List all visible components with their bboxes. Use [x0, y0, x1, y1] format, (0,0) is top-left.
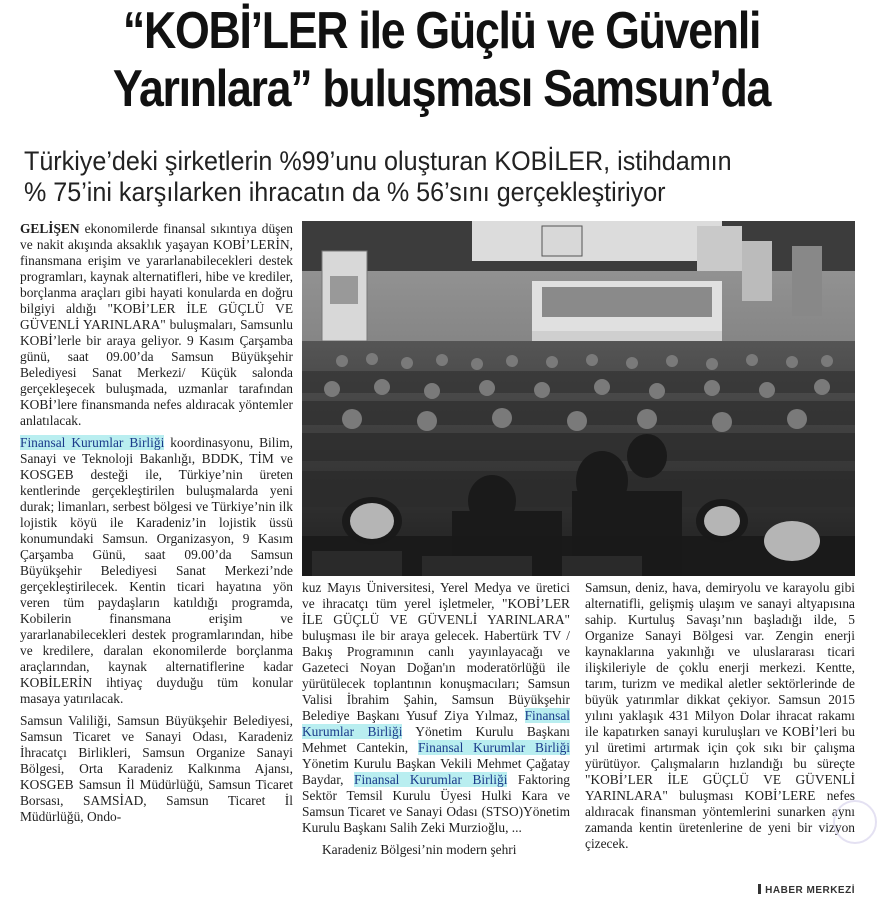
highlighted-term: Finansal Kurumlar Birliği: [417, 740, 570, 755]
byline-text: HABER MERKEZİ: [765, 885, 855, 896]
byline-bar: [758, 884, 761, 894]
column-2-text-3: Yönetim Kurulu Başkan Vekili Mehmet Çağatay Baydar,: [302, 756, 570, 787]
column-2-paragraph-2: Karadeniz Bölgesi’nin modern şehri: [322, 842, 517, 857]
headline-line-1: “KOBİ’LER ile Güçlü ve Güvenli: [122, 2, 761, 60]
conference-photo: [302, 221, 855, 576]
article-column-2: [302, 580, 570, 858]
highlighted-term: Finansal Kurumlar Birliği: [354, 772, 508, 787]
column-1-text-1: ekonomilerde finansal sıkıntıya düşen ve nakit akışında aksaklık yaşayan KOBİ’LERİN, finansmana erişim ve yararlanabilecekleri destek programları, kaynak alternatifleri, hibe ve krediler, borçlanma araçları gibi hayati konularda en doğru bilgiyi aldığı "KOBİ’LER İLE GÜÇLÜ VE GÜVENLİ YARINLARA" buluşmaları, Samsunlu KOBİ’lerle bir araya geliyor. 9 Kasım Çarşamba günü, saat 09.00’da Samsun Büyükşehir Belediyesi Sanat Merkezi/ Küçük salonda gerçekleşecek buluşmada, uzmanlar tarafından KOBİ’lere finansmanda nefes aldıracak yöntemler anlatılacak.: [20, 221, 293, 428]
column-2-text-2: Yönetim Kurulu Başkanı Mehmet Cantekin,: [302, 724, 571, 755]
highlighted-term: Finansal Kurumlar Birliği: [302, 708, 570, 739]
article-column-1: [20, 221, 293, 825]
article-column-3: [585, 580, 855, 852]
column-2-paragraph-1: [302, 580, 570, 836]
column-1-text-2: koordinasyonu, Bilim, Sanayi ve Teknoloji Bakanlığı, BDDK, TİM ve KOSGEB desteği ile, Türkiye’nin üreten kentlerinde gerçekleştirilen buluşmalarda yeni durak; limanları, serbest bölgesi ve Türkiye’nin ilk lojistik köyü ile Karadeniz’in lojistik üssü konumundaki Samsun. Organizasyon, 9 Kasım Çarşamba Günü, saat 09.00’da Samsun Büyükşehir Belediyesi Sanat Merkezi’nde gerçekleştirilecek. Kentin ticari hayatına yön veren tüm paydaşların katıldığı programda, Kobilerin finansmana erişim ve yararlanabilecekleri destek programlarından, hibe ve kredilere, daralan ekonomilerde borçlanma araçlarından, kaynak alternatiflerine kadar KOBİLERİN ihtiyaç duyduğu tüm konular masaya yatırılacak.: [20, 435, 293, 706]
column-3-paragraph-1: Samsun, deniz, hava, demiryolu ve karayolu gibi alternatifli, gelişmiş ulaşım ve sanayi altyapısına sahip. Kurtuluş Savaşı’nın başladığı ilde, 5 Organize Sanayi Bölgesi var. Zengin enerji kaynaklarına yakınlığı ve uluslararası ticari ilişkileriyle de çoklu enerji merkezi. Kentte, tarım, turizm ve medikal aletler sektörlerinde de büyük yatırımlar dikkat çekiyor. Samsun 2015 yılını yaklaşık 431 Milyon Dolar ihracat rakamı ile kapatırken sanayi kuruluşları ve KOBİ’leri bu yıl üretimi artırmak için çok sıkı bir çalışma yürütüyor. Çalışmaların hızlandığı bu süreçte "KOBİ’LER İLE GÜÇLÜ VE GÜVENLİ YARINLARA" buluşması KOBİ’LERE nefes aldıracak finansman yöntemlerini sunarken aynı zamanda kentin üretenlerine de yeni bir vizyon çizecek.: [585, 580, 855, 851]
column-2-text-4: Faktoring Sektör Temsil Kurulu Üyesi Hulki Kara ve Samsun Ticaret ve Sanayi Odası (STSO)Yönetim Kurulu Başkanı Salih Zeki Murzioğlu, ...: [302, 772, 571, 835]
watermark-circle: [833, 800, 877, 844]
column-2-text-1: kuz Mayıs Üniversitesi, Yerel Medya ve üretici ve ihracatçı tüm yerel işletmeler, "KOBİ’LER İLE GÜÇLÜ VE GÜVENLİ YARINLARA" buluşması ile bir araya gelecek. Habertürk TV / Bakış Programının canlı yayınlayacağı ve Gazeteci Noyan Doğan'ın moderatörlüğü ile yürütülecek toplantının konuşmacıları; Samsun Valisi İbrahim Şahin, Samsun Büyükşehir Belediye Başkanı Yusuf Ziya Yılmaz,: [302, 580, 570, 723]
conference-hall-image: [302, 221, 855, 576]
highlighted-term: Finansal Kurumlar Birliği: [20, 435, 165, 450]
subheadline: [24, 146, 815, 208]
lead-word: GELİŞEN: [20, 221, 80, 236]
headline-line-2: Yarınlara” buluşması Samsun’da: [112, 60, 771, 118]
column-1-paragraph-2: [20, 435, 293, 707]
subheadline-line-1: Türkiye’deki şirketlerin %99’unu oluşturan KOBİLER, istihdamın: [24, 146, 732, 176]
headline: [62, 2, 821, 118]
column-1-paragraph-1: [20, 221, 293, 429]
subheadline-line-2: % 75’ini karşılarken ihracatın da % 56’sını gerçekleştiriyor: [24, 177, 666, 207]
byline: [758, 884, 855, 896]
column-1-paragraph-3: Samsun Valiliği, Samsun Büyükşehir Belediyesi, Samsun Ticaret ve Sanayi Odası, Karadeniz İhracatçı Birlikleri, Samsun Organize Sanayi Bölgesi, Orta Karadeniz Kalkınma Ajansı, KOSGEB Samsun İl Müdürlüğü, Samsun Ticaret Borsası, SAMSİAD, Samsun Ticaret İl Müdürlüğü, Ondo-: [20, 713, 293, 824]
